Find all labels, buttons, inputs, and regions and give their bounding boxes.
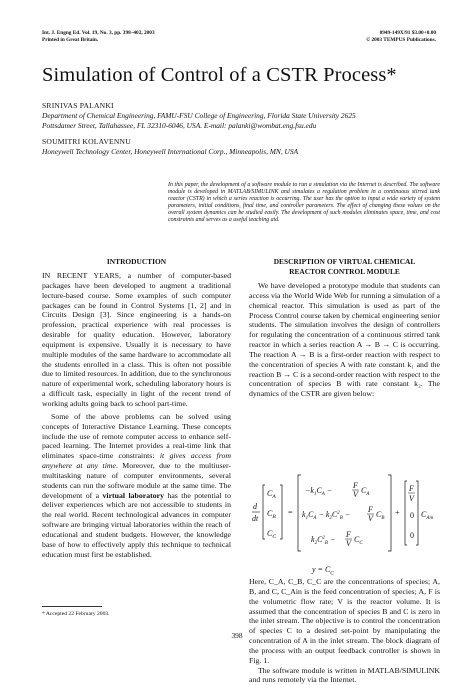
introduction-heading: INTRODUCTION <box>106 257 167 266</box>
svg-text:CC: $C_C$ <box>267 529 277 540</box>
svg-text:CB: $C_B$ <box>267 509 276 520</box>
svg-text:k2C2B −: $k_2C^2_B$ − <box>311 535 336 546</box>
text-run: Some of the above problems can be solved using concepts of Interactive Distance Learning. These concepts include the use of remote computer access to enhance self-paced learning. The Internet provides a real-time link that eliminates space-time constraints: <box>42 411 231 461</box>
author-affiliation <box>42 111 442 132</box>
output-equation-subscript: C <box>330 570 334 577</box>
svg-text:F: F <box>346 530 351 539</box>
svg-text:V: V <box>368 514 373 523</box>
svg-text:CC: $C_C$ <box>354 535 363 546</box>
svg-text:0: 0 <box>410 531 414 540</box>
svg-text:F: F <box>409 484 414 493</box>
svg-text:CA: $C_A$ <box>267 489 276 500</box>
paragraph: Here, C_A, C_B, C_C are the concentrations of species; A, B, and C, C_Ain is the feed concentration of species; A, F is the volumetric flow rate; V is the reactor volume. It is assumed that the concentration of species B and C is zero in the inlet stream. The objective is to control the concentration of species C to a desired set-point by manipulating the concentration of A in the inlet stream. The block diagram of the process with an output feedback controller is shown in Fig. 1. <box>249 577 440 665</box>
svg-text:+: + <box>395 508 400 517</box>
svg-text:V: V <box>346 539 351 548</box>
module-body <box>249 281 440 399</box>
svg-text:F: F <box>353 481 358 490</box>
italic-text: it gives access from anywhere at any time <box>42 451 231 471</box>
author-name: SRINIVAS PALANKI <box>42 101 114 110</box>
affiliation-line: Department of Chemical Engineering, FAMU-FSU College of Engineering, Florida State University 2625 <box>42 111 356 120</box>
svg-text:=: = <box>288 508 293 517</box>
text-run: has the potential to deliver experiences which are not accessible to students in the real world. Recent technological advances in computer software are bringing virtual laboratories within the reach of educational and student budgets. However, the knowledge base of how to effectively apply this technique to technical education must first be established. <box>42 490 231 559</box>
svg-text:F: F <box>368 505 373 514</box>
svg-text:CAin: $C_{Ain}$ <box>421 510 434 521</box>
text-run: . Moreover, due to the multiuser-multitasking nature of computer environments, several students can run the software module at the same time. The development of a <box>42 461 231 500</box>
copyright-line: © 2003 TEMPUS Publications. <box>366 36 436 43</box>
paragraph: The software module is written in MATLAB/SIMULINK and runs remotely via the Internet. <box>249 665 440 685</box>
paragraph: IN RECENT YEARS, a number of computer-based packages have been developed to augment a traditional lecture-based course. Some examples of such computer packages can be found in Control Systems [1, 2] and in Circuits Design [3]. Since engineering is a hands-on profession, practical experience with real processes is desirable for quality education. However, laboratory equipment is expensive. Usually it is necessary to have multiple modules of the same hardware to accommodate all the students enrolled in a class. This is often not possible due to limited resources. In addition, due to the synchronous nature of experimental work, scheduling laboratory hours is a difficult task, especially in light of the recent trend of working adults going back to school part-time. <box>42 271 231 408</box>
paragraph: We have developed a prototype module that students can access via the World Wide Web for running a simulation of a chemical reactor. This simulation is used as part of the Process Control course taken by chemical engineering senior students. The simulation involves the design of controllers for regulating the concentration of a continuous stirred tank reactor in which a series reaction A → B → C is occurring. The reaction A → B is a first-order reaction with respect to the concentration of species A with rate constant k₁ and the reaction B → C is a second-order reaction with respect to the concentration of species B with rate constant k₂. The dynamics of the CSTR are given below: <box>249 281 440 399</box>
svg-text:k1CA − k2C2B −: $k_1C_A - k_2C^2_B$ − <box>302 510 351 521</box>
page-number: 398 <box>231 631 243 640</box>
output-equation <box>312 565 334 577</box>
journal-print-line: Printed in Great Britain. <box>42 36 99 43</box>
publication-code <box>366 30 436 43</box>
svg-text:0: 0 <box>410 511 414 520</box>
svg-text:−k1CA −: $-k_1C_A$ − <box>305 486 333 497</box>
output-equation-text: y = C <box>312 565 331 574</box>
footnote-rule <box>42 606 102 607</box>
publication-code-line: 0949-149X/91 $3.00+0.00 <box>379 30 436 36</box>
journal-citation-line: Int. J. Engng Ed. Vol. 19, No. 3, pp. 398–402, 2003 <box>42 30 155 36</box>
svg-text:d: d <box>253 502 257 511</box>
author-name: SOUMITRI KOLAVENNU <box>42 137 131 146</box>
author-affiliation <box>42 147 442 157</box>
svg-text:V: V <box>353 490 358 499</box>
heading-line: REACTOR CONTROL MODULE <box>289 267 400 276</box>
svg-text:V: V <box>409 494 414 503</box>
journal-citation <box>42 30 155 43</box>
svg-text:CA: $C_A$ <box>361 486 370 497</box>
svg-text:CB: $C_B$ <box>376 510 385 521</box>
cstr-state-equation <box>249 467 440 562</box>
abstract: In this paper, the development of a software module to run a simulation via the Internet is described. The software module is developed in MATLAB/SIMULINK and simulates a regulation problem in a continuous stirred tank reactor (CSTR) in which a series reaction is occurring. The user has the option to input a wide variety of system parameters, initial conditions, final time, and controller parameters. The effect of changing these values on the overall system dynamics can be studied easily. The development of such modules eliminates space, time, and cost constraints and serves as a useful teaching aid. <box>168 182 440 223</box>
footnote: * Accepted 22 February 2003. <box>42 611 110 617</box>
module-heading <box>249 257 440 277</box>
svg-text:dt: dt <box>252 514 259 523</box>
paragraph <box>42 412 231 560</box>
introduction-body <box>42 271 231 559</box>
heading-line: DESCRIPTION OF VIRTUAL CHEMICAL <box>273 257 416 266</box>
affiliation-line: Pottsdamer Street, Tallahassee, FL 32310-6046, USA. E-mail: palanki@wombat.eng.fsu.edu <box>42 121 317 131</box>
bold-text: virtual laboratory <box>102 490 164 500</box>
affiliation-line: Honeywell Technology Center, Honeywell International Corp., Minneapolis, MN, USA <box>42 147 299 156</box>
paper-title: Simulation of Control of a CSTR Process* <box>42 64 397 86</box>
